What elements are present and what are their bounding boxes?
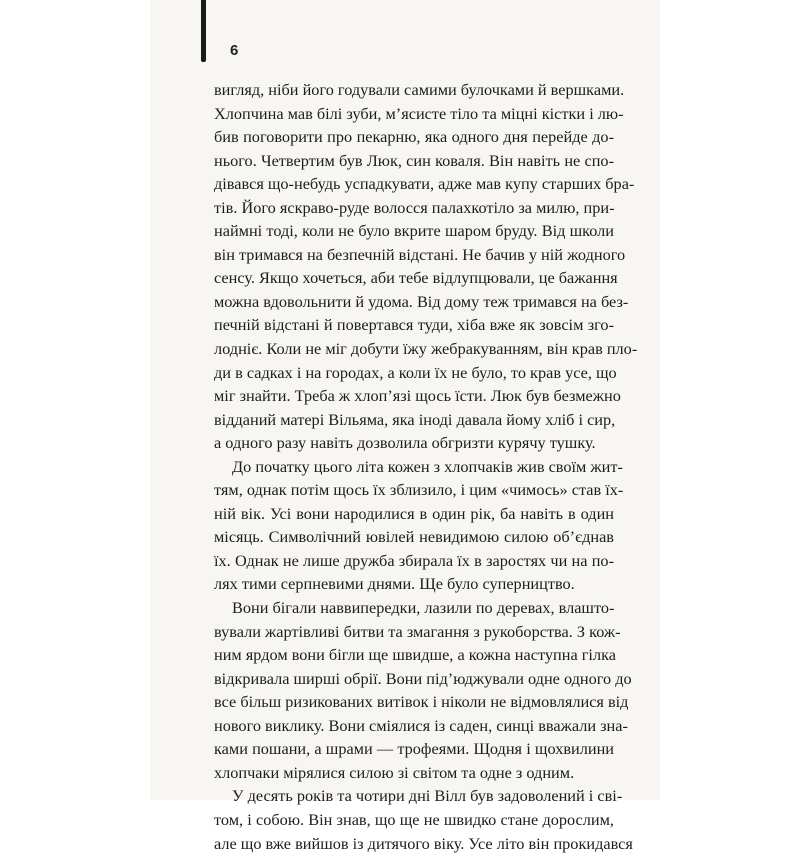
text-line: том, і собою. Він знав, що ще не швидко стане дорослим, xyxy=(214,808,614,832)
text-line: До початку цього літа кожен з хлопчаків жив своїм жит- xyxy=(214,455,614,479)
text-line: дівався що-небудь успадкувати, адже мав купу старших бра- xyxy=(214,172,614,196)
text-line: але що вже вийшов із дитячого віку. Усе літо він прокидався xyxy=(214,832,614,855)
text-line: Вони бігали наввипередки, лазили по деревах, влашто- xyxy=(214,596,614,620)
text-line: У десять років та чотири дні Вілл був задоволений і сві- xyxy=(214,784,614,808)
text-line: нового виклику. Вони сміялися із саден, синці вважали зна- xyxy=(214,714,614,738)
text-line: він тримався на безпечній відстані. Не бачив у ній жодного xyxy=(214,243,614,267)
body-text xyxy=(214,78,614,855)
text-line: хлопчаки мірялися силою зі світом та одне з одним. xyxy=(214,761,614,785)
text-line: бив поговорити про пекарню, яка одного дня перейде до- xyxy=(214,125,614,149)
text-line: все більш ризикованих витівок і ніколи не відмовлялися від xyxy=(214,690,614,714)
text-line: ній вік. Усі вони народилися в один рік, ба навіть в один xyxy=(214,502,614,526)
text-line: ди в садках і на городах, а коли їх не було, то крав усе, що xyxy=(214,361,614,385)
text-line: відкривала ширші обрії. Вони підʼюджували одне одного до xyxy=(214,667,614,691)
text-line: ками пошани, а шрами — трофеями. Щодня і щохвилини xyxy=(214,737,614,761)
text-line: печній відстані й повертався туди, хіба вже як зовсім зго- xyxy=(214,313,614,337)
text-line: вигляд, ніби його годували самими булочками й вершками. xyxy=(214,78,614,102)
text-line: тям, однак потім щось їх зблизило, і цим «чимось» став їх- xyxy=(214,478,614,502)
text-line: ним ярдом вони бігли ще швидше, а кожна наступна гілка xyxy=(214,643,614,667)
text-line: вували жартівливі битви та змагання з рукоборства. З кож- xyxy=(214,620,614,644)
text-line: сенсу. Якщо хочеться, аби тебе відлупцювали, це бажання xyxy=(214,266,614,290)
text-line: Хлопчина мав білі зуби, м’ясисте тіло та міцні кістки і лю- xyxy=(214,102,614,126)
text-line: відданий матері Вільяма, яка іноді давала йому хліб і сир, xyxy=(214,408,614,432)
page-number: 6 xyxy=(230,42,238,59)
text-line: лодніє. Коли не міг добути їжу жебракуванням, він крав пло- xyxy=(214,337,614,361)
text-line: наймні тоді, коли не було вкрите шаром бруду. Від школи xyxy=(214,219,614,243)
text-line: тів. Його яскраво-руде волосся палахкотіло за милю, при- xyxy=(214,196,614,220)
page-edge-mark xyxy=(201,0,206,62)
text-line: лях тими серпневими днями. Ще було суперництво. xyxy=(214,572,614,596)
text-line: їх. Однак не лише дружба збирала їх в заростях чи на по- xyxy=(214,549,614,573)
text-line: місяць. Символічний ювілей невидимою силою об’єднав xyxy=(214,525,614,549)
text-line: а одного разу навіть дозволила обгризти курячу тушку. xyxy=(214,431,614,455)
text-line: міг знайти. Треба ж хлоп’язі щось їсти. Люк був безмежно xyxy=(214,384,614,408)
text-line: нього. Четвертим був Люк, син коваля. Він навіть не спо- xyxy=(214,149,614,173)
text-line: можна вдовольнити й удома. Від дому теж тримався на без- xyxy=(214,290,614,314)
